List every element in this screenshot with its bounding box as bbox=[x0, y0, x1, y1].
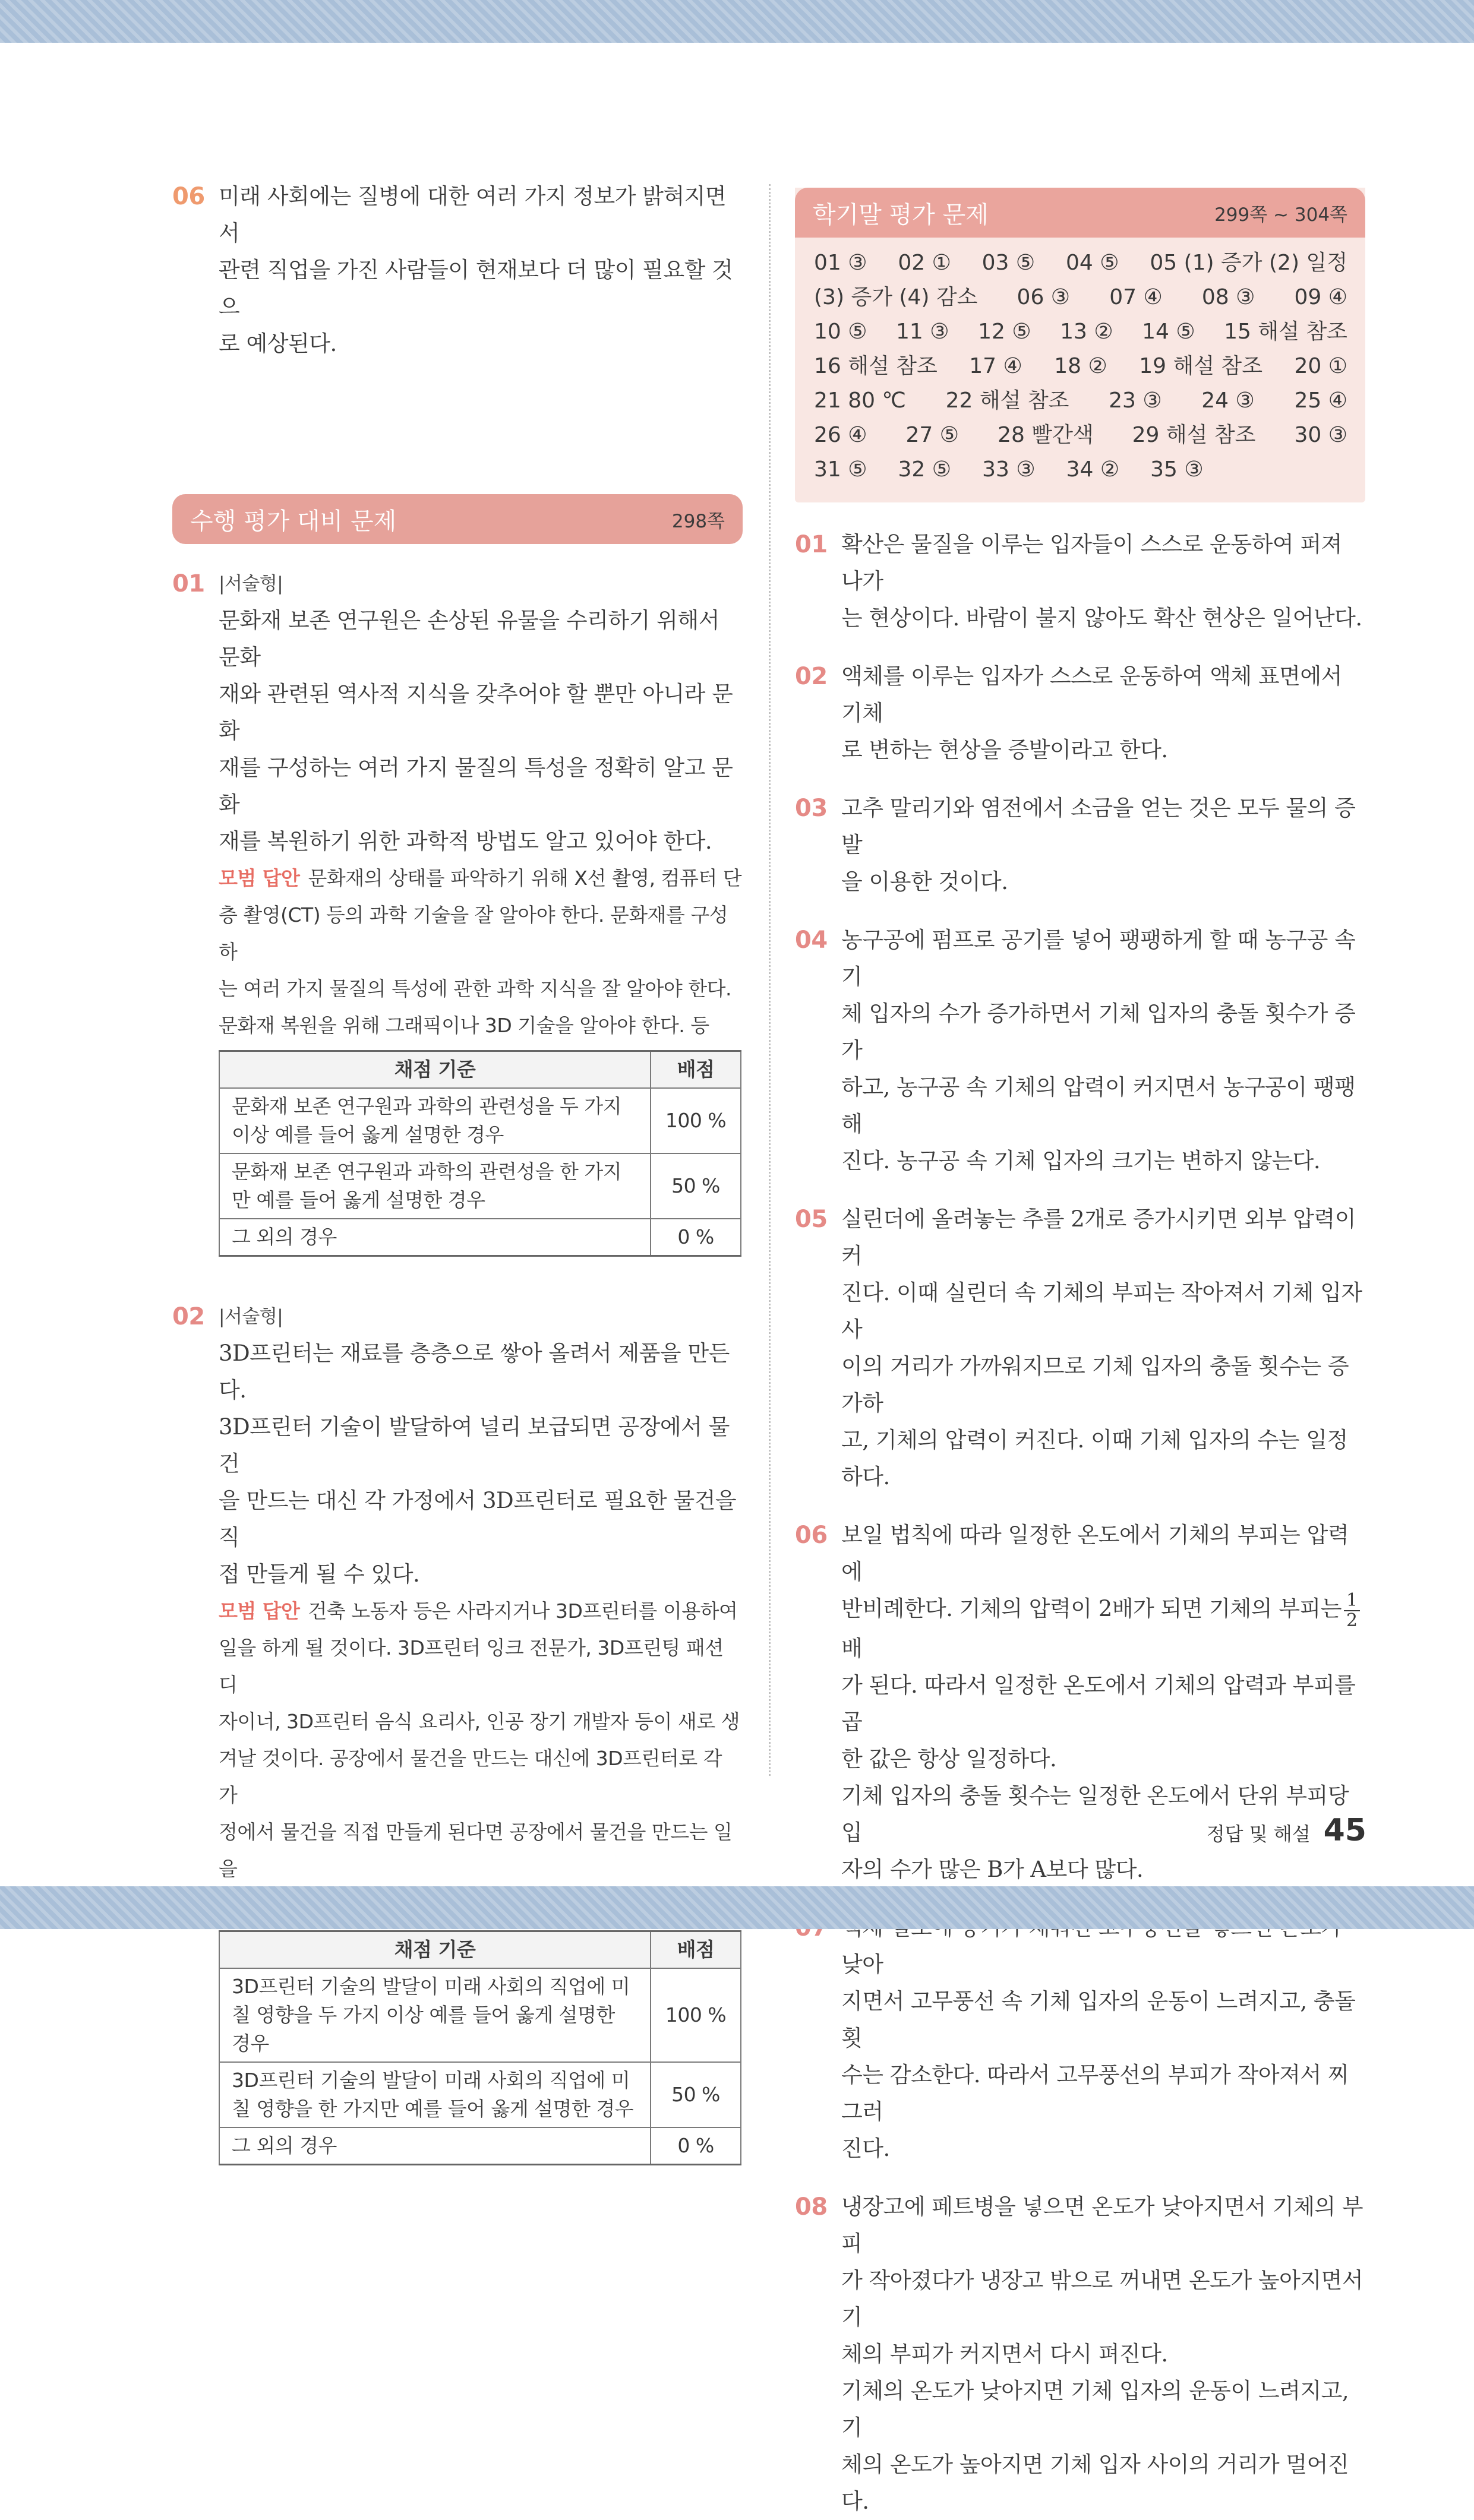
answer-item: 04 ⑤ bbox=[1065, 251, 1119, 275]
answer-row bbox=[814, 418, 1347, 453]
model-answer-line: 정에서 물건을 직접 만들게 된다면 공장에서 물건을 만드는 일을 bbox=[219, 1820, 733, 1880]
table-row bbox=[219, 1219, 741, 1256]
answer-item: 01 ③ bbox=[814, 251, 867, 275]
answer-item: 03 ⑤ bbox=[981, 251, 1036, 275]
section-page: 298쪽 bbox=[671, 510, 725, 532]
score-cell: 50 % bbox=[651, 2062, 741, 2127]
answer-item: 32 ⑤ bbox=[898, 457, 952, 482]
text-line: 로 예상된다. bbox=[219, 331, 337, 356]
model-answer-line: 모범 답안 건축 노동자 등은 사라지거나 3D프린터를 이용하여 bbox=[219, 1599, 738, 1623]
answer-row bbox=[814, 280, 1347, 315]
text-line: 을 만드는 대신 각 가정에서 3D프린터로 필요한 물건을 직 bbox=[219, 1488, 737, 1550]
question-type-tag: |서술형| bbox=[219, 573, 283, 595]
answer-item: 17 ④ bbox=[969, 354, 1022, 378]
answer-row bbox=[814, 315, 1347, 349]
explanation-02 bbox=[795, 658, 1365, 769]
text-line: 고추 말리기와 염전에서 소금을 얻는 것은 모두 물의 증발 bbox=[841, 795, 1356, 858]
text-line: 보일 법칙에 따라 일정한 온도에서 기체의 부피는 압력에 bbox=[841, 1522, 1349, 1585]
explanation-05 bbox=[795, 1201, 1365, 1495]
answer-grid bbox=[795, 238, 1365, 502]
item-number: 06 bbox=[172, 183, 205, 210]
answer-item: 14 ⑤ bbox=[1142, 320, 1195, 344]
score-cell: 0 % bbox=[651, 2127, 741, 2165]
right-column bbox=[795, 188, 1365, 2520]
text-line: 확산은 물질을 이루는 입자들이 스스로 운동하여 퍼져 나가 bbox=[841, 532, 1342, 594]
text-line: 미래 사회에는 질병에 대한 여러 가지 정보가 밝혀지면서 bbox=[219, 184, 727, 246]
text-line: 체 입자의 수가 증가하면서 기체 입자의 충돌 횟수가 증가 bbox=[841, 1001, 1356, 1063]
score-cell: 100 % bbox=[651, 1968, 741, 2062]
text-line: 한 값은 항상 일정하다. bbox=[841, 1746, 1057, 1772]
section-page: 299쪽 ~ 304쪽 bbox=[1214, 204, 1347, 226]
text-line: 냉장고에 페트병을 넣으면 온도가 낮아지면서 기체의 부피 bbox=[841, 2193, 1363, 2256]
answer-item: 08 ③ bbox=[1201, 285, 1255, 309]
text-line: 체의 부피가 커지면서 다시 펴진다. bbox=[841, 2341, 1168, 2367]
text-line: 재와 관련된 역사적 지식을 갖추어야 할 뿐만 아니라 문화 bbox=[219, 681, 733, 744]
item-number: 02 bbox=[172, 1303, 205, 1330]
table-row bbox=[219, 2127, 741, 2165]
explanation-08 bbox=[795, 2189, 1365, 2520]
answer-item: 24 ③ bbox=[1201, 388, 1255, 413]
answer-item: 22 해설 참조 bbox=[945, 388, 1069, 413]
score-cell: 100 % bbox=[651, 1088, 741, 1153]
criteria-cell: 문화재 보존 연구원과 과학의 관련성을 두 가지 이상 예를 들어 옳게 설명한 경우 bbox=[219, 1088, 651, 1153]
page-footer bbox=[1200, 1813, 1366, 1848]
column-divider bbox=[769, 184, 771, 1776]
score-header: 배점 bbox=[651, 1051, 741, 1089]
item-number: 03 bbox=[795, 795, 828, 822]
text-line: 실린더에 올려놓는 추를 2개로 증가시키면 외부 압력이 커 bbox=[841, 1206, 1356, 1269]
answer-item: 18 ② bbox=[1054, 354, 1107, 378]
model-answer-line: 층 촬영(CT) 등의 과학 기술을 잘 알아야 한다. 문화재를 구성하 bbox=[219, 903, 728, 963]
criteria-header: 채점 기준 bbox=[219, 1931, 651, 1969]
criteria-cell: 그 외의 경우 bbox=[219, 2127, 651, 2165]
answer-item: 25 ④ bbox=[1294, 388, 1347, 413]
answer-row bbox=[814, 384, 1347, 418]
criteria-cell: 그 외의 경우 bbox=[219, 1219, 651, 1256]
text-line: 지면서 고무풍선 속 기체 입자의 운동이 느려지고, 충돌 횟 bbox=[841, 1988, 1356, 2051]
answer-item: 19 해설 참조 bbox=[1139, 354, 1262, 378]
answer-item: 15 해설 참조 bbox=[1224, 320, 1347, 344]
text-line: 는 현상이다. 바람이 불지 않아도 확산 현상은 일어난다. bbox=[841, 605, 1362, 631]
footer-label: 정답 및 해설 bbox=[1206, 1823, 1311, 1845]
answer-item: 34 ② bbox=[1066, 457, 1120, 482]
explanation-03 bbox=[795, 790, 1365, 900]
answer-item: 10 ⑤ bbox=[814, 320, 867, 344]
model-answer-line: 문화재 복원을 위해 그래픽이나 3D 기술을 알아야 한다. 등 bbox=[219, 1014, 709, 1037]
item-number: 02 bbox=[795, 663, 828, 690]
criteria-cell: 3D프린터 기술의 발달이 미래 사회의 직업에 미 칠 영향을 두 가지 이상 예를 들어 옳게 설명한 경우 bbox=[219, 1968, 651, 2062]
final-exam-header bbox=[795, 188, 1365, 238]
text-line: 가 작아졌다가 냉장고 밖으로 꺼내면 온도가 높아지면서 기 bbox=[841, 2267, 1363, 2330]
model-answer-label: 모범 답안 bbox=[219, 867, 300, 890]
text-line: 재를 복원하기 위한 과학적 방법도 알고 있어야 한다. bbox=[219, 829, 712, 854]
scoring-table bbox=[219, 1930, 741, 2165]
answer-row bbox=[814, 349, 1347, 384]
item-number: 05 bbox=[795, 1206, 828, 1233]
table-row bbox=[219, 2062, 741, 2127]
criteria-header: 채점 기준 bbox=[219, 1051, 651, 1089]
text-line: 진다. 농구공 속 기체 입자의 크기는 변하지 않는다. bbox=[841, 1148, 1321, 1174]
model-answer-line: 자이너, 3D프린터 음식 요리사, 인공 장기 개발자 등이 새로 생 bbox=[219, 1710, 740, 1733]
item-number: 01 bbox=[795, 531, 828, 558]
explanation-01 bbox=[795, 526, 1365, 637]
left-column bbox=[172, 178, 743, 2165]
text-line: 기체 입자의 충돌 횟수는 일정한 온도에서 단위 부피당 입 bbox=[841, 1782, 1349, 1845]
model-answer-line: 는 여러 가지 물질의 특성에 관한 과학 지식을 잘 알아야 한다. bbox=[219, 977, 731, 1000]
text-line-with-fraction: 반비례한다. 기체의 압력이 2배가 되면 기체의 부피는 $\frac{1}{2}$ 배 bbox=[841, 1591, 1365, 1667]
criteria-cell: 문화재 보존 연구원과 과학의 관련성을 한 가지 만 예를 들어 옳게 설명한 경우 bbox=[219, 1153, 651, 1219]
answer-item: 28 빨간색 bbox=[998, 423, 1094, 447]
item-number: 06 bbox=[795, 1522, 828, 1549]
text-line: 을 이용한 것이다. bbox=[841, 869, 1008, 894]
text-line: 농구공에 펌프로 공기를 넣어 팽팽하게 할 때 농구공 속 기 bbox=[841, 927, 1356, 989]
text-line: 액체를 이루는 입자가 스스로 운동하여 액체 표면에서 기체 bbox=[841, 663, 1342, 726]
text-line: 3D프린터는 재료를 층층으로 쌓아 올려서 제품을 만든다. bbox=[219, 1340, 730, 1403]
bottom-pattern-band bbox=[0, 1886, 1474, 1929]
scoring-table bbox=[219, 1050, 741, 1257]
text-line: 체의 온도가 높아지면 기체 입자 사이의 거리가 멀어진다. bbox=[841, 2451, 1349, 2514]
answer-item: 06 ③ bbox=[1017, 285, 1071, 309]
text-line: 낮아 bbox=[841, 1951, 883, 1977]
model-answer-line: 모범 답안 문화재의 상태를 파악하기 위해 X선 촬영, 컴퓨터 단 bbox=[219, 867, 742, 890]
answer-item: 05 (1) 증가 (2) 일정 bbox=[1150, 251, 1347, 275]
model-answer-label: 모범 답안 bbox=[219, 1599, 300, 1623]
text-line: 문화재 보존 연구원은 손상된 유물을 수리하기 위해서 문화 bbox=[219, 608, 719, 670]
answer-item: 31 ⑤ bbox=[814, 457, 867, 482]
text-line: 고, 기체의 압력이 커진다. 이때 기체 입자의 수는 일정하다. bbox=[841, 1427, 1348, 1490]
text-line: 이의 거리가 가까워지므로 기체 입자의 충돌 횟수는 증가하 bbox=[841, 1354, 1349, 1416]
answer-item: 35 ③ bbox=[1150, 457, 1204, 482]
text-line: 재를 구성하는 여러 가지 물질의 특성을 정확히 알고 문화 bbox=[219, 755, 733, 817]
answer-item: 20 ① bbox=[1294, 354, 1347, 378]
item-number: 08 bbox=[795, 2193, 828, 2221]
answer-item: 23 ③ bbox=[1109, 388, 1162, 413]
model-answer-line: 겨날 것이다. 공장에서 물건을 만드는 대신에 3D프린터로 각 가 bbox=[219, 1747, 722, 1807]
answer-item: 09 ④ bbox=[1294, 285, 1347, 309]
answer-item: 13 ② bbox=[1060, 320, 1113, 344]
table-row bbox=[219, 1088, 741, 1153]
answer-item: 27 ⑤ bbox=[905, 423, 959, 447]
table-header-row bbox=[219, 1931, 741, 1969]
explanation-07 bbox=[795, 1909, 1365, 2167]
text-line: 수는 감소한다. 따라서 고무풍선의 부피가 작아져서 찌그러 bbox=[841, 2061, 1349, 2124]
final-exam-answer-box bbox=[795, 188, 1365, 502]
model-answer-line: 일을 하게 될 것이다. 3D프린터 잉크 전문가, 3D프린팅 패션 디 bbox=[219, 1636, 724, 1696]
problem-01 bbox=[172, 565, 743, 1257]
question-type-tag: |서술형| bbox=[219, 1306, 283, 1327]
answer-item: 16 해설 참조 bbox=[814, 354, 938, 378]
answer-item: 02 ① bbox=[898, 251, 951, 275]
answer-item: (3) 증가 (4) 감소 bbox=[814, 285, 978, 309]
section-title: 수행 평가 대비 문제 bbox=[190, 507, 397, 535]
text-line: 하고, 농구공 속 기체의 압력이 커지면서 농구공이 팽팽해 bbox=[841, 1074, 1356, 1137]
text-line: 관련 직업을 가진 사람들이 현재보다 더 많이 필요할 것으 bbox=[219, 257, 733, 320]
section-title: 학기말 평가 문제 bbox=[813, 201, 989, 229]
answer-item: 21 80 ℃ bbox=[814, 388, 906, 413]
problem-02 bbox=[172, 1298, 743, 2165]
top-pattern-band bbox=[0, 0, 1474, 43]
answer-item: 26 ④ bbox=[814, 423, 867, 447]
text-line: 진다. 이때 실린더 속 기체의 부피는 작아져서 기체 입자 사 bbox=[841, 1280, 1362, 1342]
answer-item: 29 해설 참조 bbox=[1132, 423, 1256, 447]
item-number: 04 bbox=[795, 927, 828, 954]
text-line: 진다. bbox=[841, 2135, 890, 2161]
text-line: 자의 수가 많은 B가 A보다 많다. bbox=[841, 1856, 1144, 1882]
answer-row bbox=[814, 453, 1347, 487]
answer-item: 33 ③ bbox=[982, 457, 1036, 482]
table-header-row bbox=[219, 1051, 741, 1089]
item-number: 01 bbox=[172, 570, 205, 597]
table-row bbox=[219, 1968, 741, 2062]
score-header: 배점 bbox=[651, 1931, 741, 1969]
page-number: 45 bbox=[1323, 1813, 1366, 1848]
table-row bbox=[219, 1153, 741, 1219]
item-06 bbox=[172, 178, 743, 362]
criteria-cell: 3D프린터 기술의 발달이 미래 사회의 직업에 미 칠 영향을 한 가지만 예를 들어 옳게 설명한 경우 bbox=[219, 2062, 651, 2127]
answer-item: 11 ③ bbox=[896, 320, 949, 344]
answer-item: 07 ④ bbox=[1109, 285, 1163, 309]
answer-item: 12 ⑤ bbox=[978, 320, 1031, 344]
text-line: 가 된다. 따라서 일정한 온도에서 기체의 압력과 부피를 곱 bbox=[841, 1672, 1356, 1735]
answer-item: 30 ③ bbox=[1294, 423, 1347, 447]
text-line: 접 만들게 될 수 있다. bbox=[219, 1561, 420, 1587]
explanation-04 bbox=[795, 922, 1365, 1180]
score-cell: 50 % bbox=[651, 1153, 741, 1219]
score-cell: 0 % bbox=[651, 1219, 741, 1256]
text-line: 기체의 온도가 낮아지면 기체 입자의 운동이 느려지고, 기 bbox=[841, 2377, 1349, 2440]
text-line: 3D프린터 기술이 발달하여 널리 보급되면 공장에서 물건 bbox=[219, 1414, 730, 1476]
answer-row bbox=[814, 246, 1347, 280]
performance-section-header bbox=[172, 494, 743, 544]
text-line: 로 변하는 현상을 증발이라고 한다. bbox=[841, 737, 1168, 763]
fraction: $\frac{1}{2}$ bbox=[1344, 1591, 1360, 1630]
